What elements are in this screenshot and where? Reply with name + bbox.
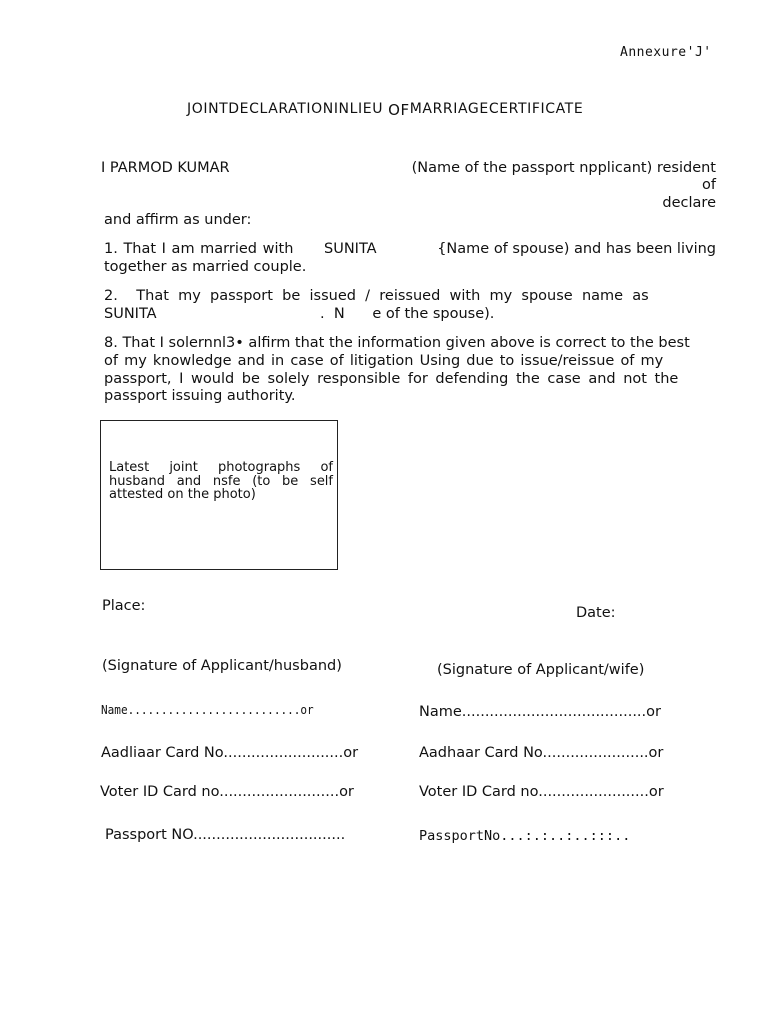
document-title: [187, 101, 583, 119]
photo-placeholder-box: [100, 420, 338, 570]
para-3-line-2: of my knowledge and in case of litigation Using due to issue/reissue of my: [104, 353, 664, 369]
husband-voter-id-field: Voter ID Card no..........................or: [100, 784, 354, 800]
husband-passport-field: Passport NO.................................: [105, 827, 346, 843]
affirm-label: and affirm as under:: [104, 212, 252, 228]
wife-aadhaar-field: Aadhaar Card No.......................or: [419, 745, 664, 761]
passport-applicant-label: (Name of the passport npplicant) resident: [411, 160, 716, 176]
title-part-3: MARRIAGECERTIFICATE: [409, 101, 584, 117]
para-2-line-2-suffix: . N e of the spouse).: [320, 306, 495, 322]
para-2-line-1: 2. That my passport be issued / reissued with my spouse name as: [104, 288, 649, 304]
title-part-1: JOINTDECLARATIONINLIEU: [187, 101, 389, 117]
resident-of-label: of: [702, 177, 716, 193]
annexure-label: Annexure'J': [620, 45, 712, 60]
husband-aadhaar-field: Aadliaar Card No..........................or: [101, 745, 359, 761]
para-1-line-1-suffix: {Name of spouse) and has been living: [437, 241, 716, 257]
para-1-line-1-prefix: 1. That I am married with: [104, 241, 294, 257]
para-3-line-1: 8. That I solernnl3• alfirm that the information given above is correct to the best: [104, 335, 690, 351]
wife-signature-label: (Signature of Applicant/wife): [437, 662, 645, 678]
husband-name-field: Name..........................or: [101, 703, 314, 717]
para-1-spouse-name: SUNITA: [324, 241, 377, 257]
wife-passport-field: PassportNo...:.:..:..:::..: [419, 828, 631, 844]
husband-signature-label: (Signature of Applicant/husband): [102, 658, 342, 674]
place-label: Place:: [102, 598, 146, 614]
declare-label: declare: [662, 195, 716, 211]
date-label: Date:: [576, 605, 616, 621]
para-1-line-2: together as married couple.: [104, 259, 307, 275]
para-3-line-3: passport, I would be solely responsible for defending the case and not the: [104, 371, 679, 387]
applicant-name-line: I PARMOD KUMAR: [101, 160, 230, 176]
wife-name-field: Name........................................or: [419, 704, 661, 720]
title-part-2: OF: [388, 101, 410, 119]
para-2-spouse-name: SUNITA: [104, 306, 157, 322]
photo-instructions: Latest joint photographs of husband and nsfe (to be self attested on the photo): [109, 460, 333, 502]
para-3-line-4: passport issuing authority.: [104, 388, 296, 404]
wife-voter-id-field: Voter ID Card no........................or: [419, 784, 664, 800]
